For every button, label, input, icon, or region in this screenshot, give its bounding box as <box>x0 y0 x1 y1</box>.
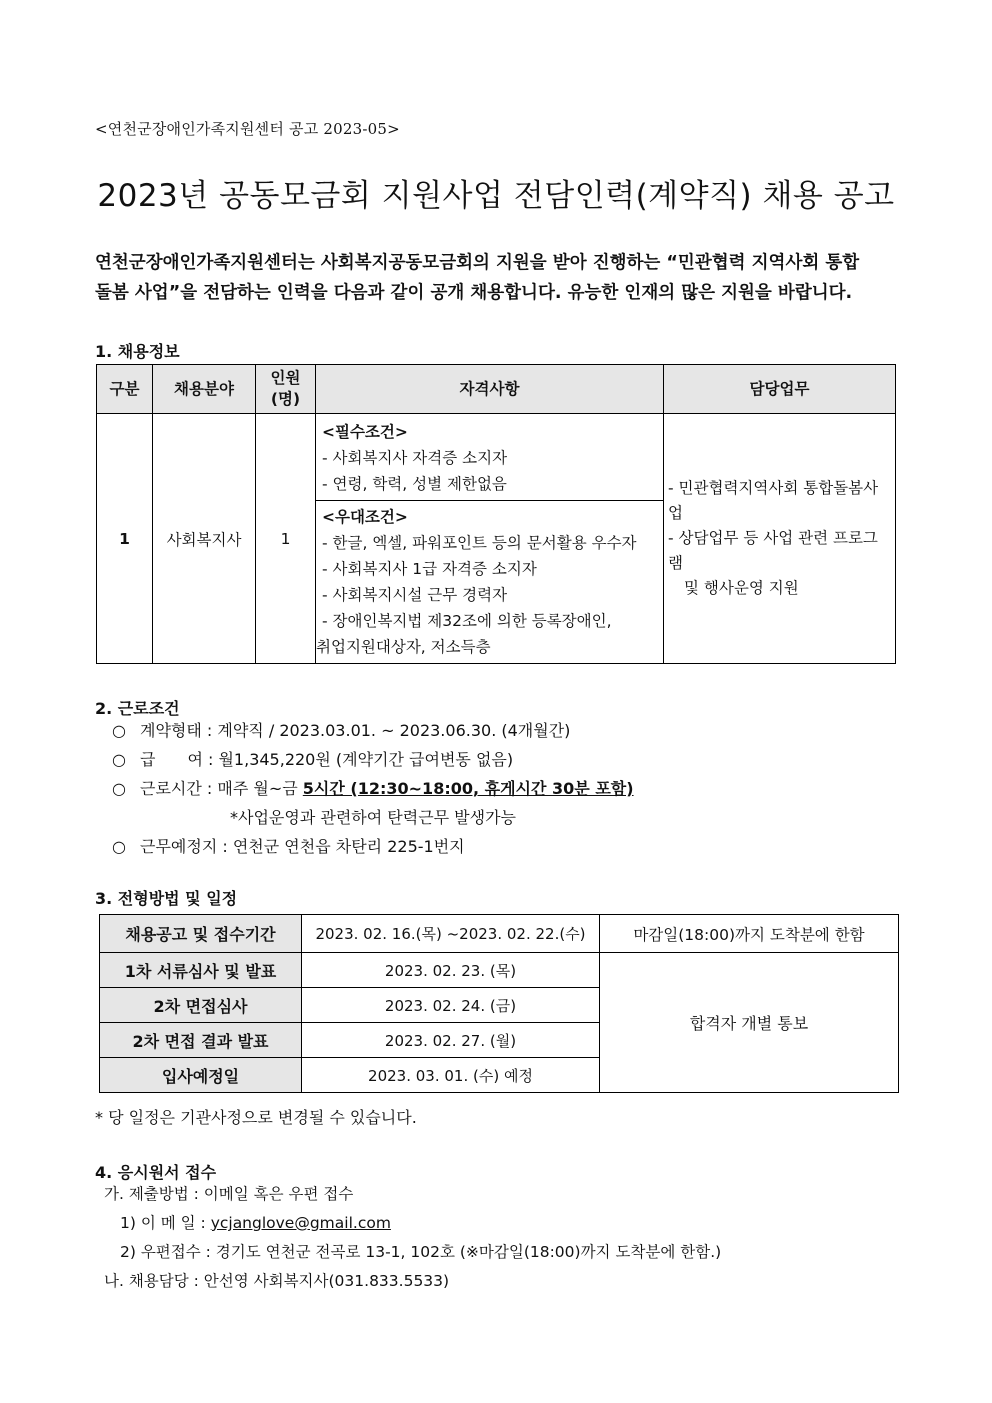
preferred-item: 취업지원대상자, 저소득층 <box>316 638 491 656</box>
schedule-footnote: * 당 일정은 기관사정으로 변경될 수 있습니다. <box>95 1108 417 1127</box>
header-duty: 담당업무 <box>664 365 896 414</box>
preferred-item: - 장애인복지법 제32조에 의한 등록장애인, <box>322 612 612 630</box>
page-title: 2023년 공동모금회 지원사업 전담인력(계약직) 채용 공고 <box>97 178 895 214</box>
row-field: 사회복지사 <box>153 414 256 664</box>
bullet-circle: ○ <box>112 721 126 740</box>
preferred-item: - 사회복지시설 근무 경력자 <box>322 586 508 604</box>
row-count: 1 <box>256 414 316 664</box>
intro-paragraph <box>95 248 900 308</box>
preferred-conditions <box>316 501 664 664</box>
salary-text: 급 여 : 월1,345,220원 (계약기간 급여변동 없음) <box>140 750 514 769</box>
submit-method: 가. 제출방법 : 이메일 혹은 우편 접수 <box>104 1185 354 1203</box>
intro-line-2: 돌봄 사업”을 전담하는 인력을 다음과 같이 공개 채용합니다. 유능한 인재의 많은 지원을 바랍니다. <box>95 283 853 303</box>
email-label: 1) 이 메 일 : <box>120 1214 211 1232</box>
header-qual: 자격사항 <box>316 365 664 414</box>
schedule-label: 채용공고 및 접수기간 <box>100 915 302 953</box>
recruit-info-table <box>96 364 896 664</box>
condition-location <box>112 832 892 861</box>
section4-heading: 4. 응시원서 접수 <box>95 1163 217 1182</box>
schedule-date: 2023. 02. 24. (금) <box>302 988 600 1023</box>
header-count <box>256 365 316 414</box>
hours-prefix: 근로시간 : 매주 월~금 <box>140 779 303 798</box>
section2-heading: 2. 근로조건 <box>95 699 180 718</box>
bullet-circle: ○ <box>112 750 126 769</box>
email-link[interactable]: ycjanglove@gmail.com <box>210 1214 391 1232</box>
duty-item: - 상담업무 등 사업 관련 프로그램 <box>668 529 878 572</box>
header-count-line2: (명) <box>270 390 301 408</box>
bullet-circle: ○ <box>112 837 126 856</box>
header-no: 구분 <box>97 365 153 414</box>
schedule-row <box>100 915 899 953</box>
section1-heading: 1. 채용정보 <box>95 342 180 361</box>
header-field: 채용분야 <box>153 365 256 414</box>
hours-note: *사업운영과 관련하여 탄력근무 발생가능 <box>230 808 517 827</box>
row-no: 1 <box>97 414 153 664</box>
condition-hours-note <box>112 803 892 832</box>
schedule-label: 2차 면접심사 <box>100 988 302 1023</box>
schedule-date: 2023. 03. 01. (수) 예정 <box>302 1058 600 1093</box>
intro-line-1: 연천군장애인가족지원센터는 사회복지공동모금회의 지원을 받아 진행하는 “민관협력 지역사회 통합 <box>95 253 860 273</box>
duty-item: - 민관협력지역사회 통합돌봄사업 <box>668 479 879 522</box>
required-item: - 사회복지사 자격증 소지자 <box>322 449 508 467</box>
required-conditions <box>316 414 664 501</box>
section3-heading: 3. 전형방법 및 일정 <box>95 889 238 908</box>
contract-text: 계약형태 : 계약직 / 2023.03.01. ~ 2023.06.30. (4개월간) <box>140 721 571 740</box>
preferred-heading: <우대조건> <box>322 508 408 526</box>
work-conditions-list <box>112 716 892 861</box>
preferred-item: - 사회복지사 1급 자격증 소지자 <box>322 560 537 578</box>
hours-highlight: 5시간 (12:30~18:00, 휴게시간 30분 포함) <box>302 779 634 798</box>
schedule-label: 입사예정일 <box>100 1058 302 1093</box>
application-list <box>104 1180 904 1296</box>
location-text: 근무예정지 : 연천군 연천읍 차탄리 225-1번지 <box>140 837 465 856</box>
schedule-table <box>99 914 899 1093</box>
email-row <box>104 1209 904 1238</box>
duty-cell <box>664 414 896 664</box>
duty-item: 및 행사운영 지원 <box>684 579 799 597</box>
schedule-note: 마감일(18:00)까지 도착분에 한함 <box>600 915 899 953</box>
condition-contract <box>112 716 892 745</box>
required-heading: <필수조건> <box>322 423 408 441</box>
required-item: - 연령, 학력, 성별 제한없음 <box>322 475 507 493</box>
notice-number: <연천군장애인가족지원센터 공고 2023-05> <box>95 120 400 138</box>
header-count-line1: 인원 <box>270 369 301 387</box>
preferred-item: - 한글, 엑셀, 파워포인트 등의 문서활용 우수자 <box>322 534 637 552</box>
recruit-header-row <box>97 365 896 414</box>
schedule-label: 1차 서류심사 및 발표 <box>100 953 302 988</box>
bullet-circle: ○ <box>112 779 126 798</box>
condition-hours <box>112 774 892 803</box>
condition-salary <box>112 745 892 774</box>
schedule-label: 2차 면접 결과 발표 <box>100 1023 302 1058</box>
schedule-date: 2023. 02. 16.(목) ~2023. 02. 22.(수) <box>302 915 600 953</box>
schedule-row <box>100 953 899 988</box>
schedule-date: 2023. 02. 27. (월) <box>302 1023 600 1058</box>
schedule-merged-note: 합격자 개별 통보 <box>600 953 899 1093</box>
schedule-date: 2023. 02. 23. (목) <box>302 953 600 988</box>
post-row: 2) 우편접수 : 경기도 연천군 전곡로 13-1, 102호 (※마감일(18:00)까지 도착분에 한함.) <box>120 1243 722 1261</box>
recruit-row <box>97 414 896 501</box>
contact-row: 나. 채용담당 : 안선영 사회복지사(031.833.5533) <box>104 1272 450 1290</box>
